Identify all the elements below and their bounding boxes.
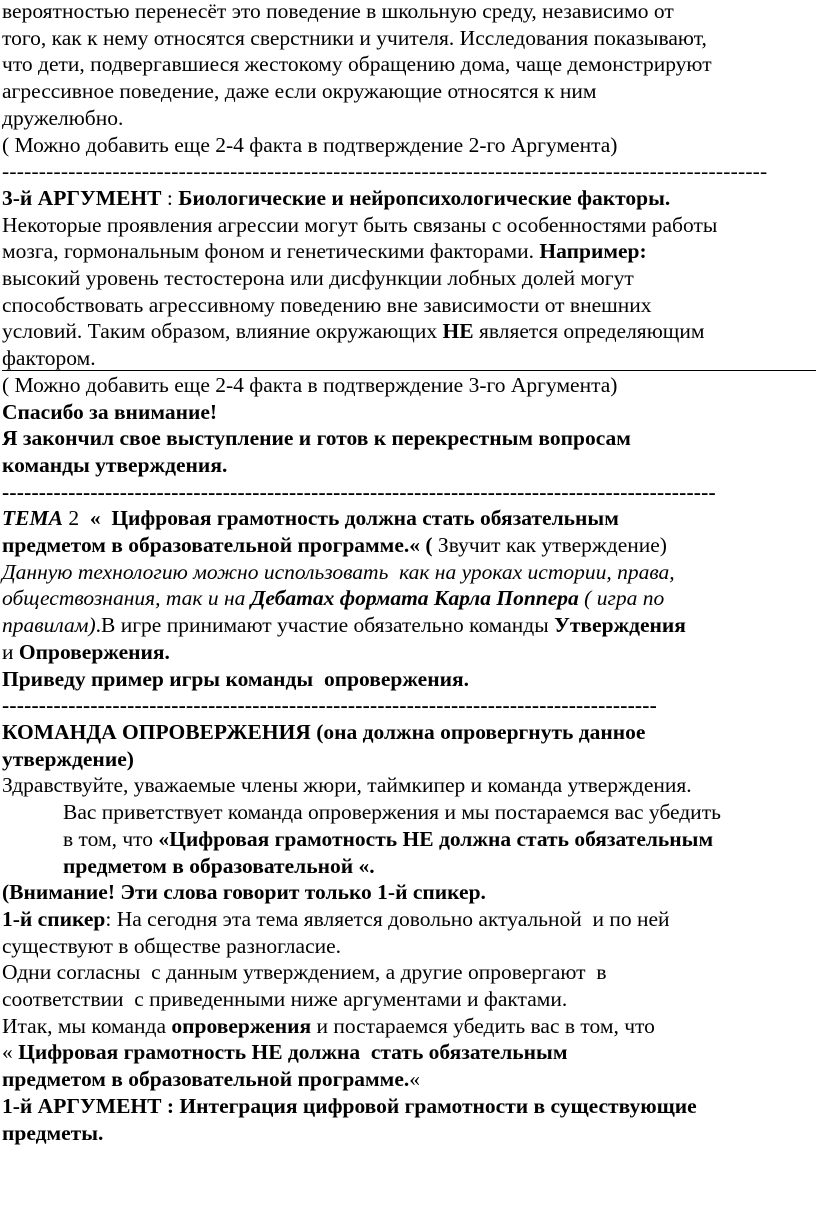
dashed-separator: -------------------------------------------------------------------------------------------------------- [2, 159, 768, 184]
paragraph-line: Данную технологию можно использовать как на уроках истории, права, [2, 559, 675, 584]
paragraph-line: дружелюбно. [2, 105, 124, 130]
thanks-line: Спасибо за внимание! [2, 399, 218, 424]
affirmation-label: Утверждения [554, 613, 686, 638]
paragraph-line: Некоторые проявления агрессии могут быть связаны с особенностями работы [2, 212, 718, 237]
quote-mark: « ( [409, 533, 438, 558]
text-span: « [2, 1040, 19, 1065]
finish-line: Я закончил свое выступление и готов к перекрестным вопросам [2, 426, 631, 451]
paragraph-line [2, 612, 816, 639]
paragraph-line [2, 1039, 816, 1066]
paragraph-line [2, 238, 816, 265]
statement-quote: предметом в образовательной программе. [2, 1067, 410, 1092]
quote-mark: « [409, 1067, 420, 1092]
speaker-label: 1-й спикер [2, 906, 106, 931]
text-span: условий. Таким образом, влияние окружающих [2, 319, 443, 344]
paragraph-line: вероятностью перенесёт это поведение в школьную среду, независимо от [2, 0, 674, 23]
paragraph-line [2, 1013, 816, 1040]
paragraph-line: Здравствуйте, уважаемые члены жюри, таймкипер и команда утверждения. [2, 773, 692, 798]
paragraph-line [2, 1066, 816, 1093]
paragraph-line [2, 906, 816, 933]
note-argument-2: ( Можно добавить еще 2-4 факта в подтверждение 2-го Аргумента) [2, 132, 618, 157]
colon-text: : [161, 185, 179, 210]
text-span: правилам) [2, 613, 96, 638]
argument-3-label: 3-й АРГУМЕНТ [2, 185, 162, 210]
text-span: обществознания, так и на [2, 586, 251, 611]
topic-label: ТЕМА [2, 506, 63, 531]
paragraph-line: способствовать агрессивному поведению вне зависимости от внешних [2, 292, 652, 317]
popper-debate-label: Дебатах формата Карла Поппера [250, 586, 579, 611]
text-span: Итак, мы команда [2, 1013, 172, 1038]
topic-heading [2, 532, 816, 559]
statement-quote: предметом в образовательной «. [63, 853, 375, 878]
refutation-word: опровержения [171, 1013, 312, 1038]
paragraph-line [2, 345, 816, 372]
text-span: фактором. [2, 346, 96, 371]
paragraph-line [2, 826, 816, 853]
paragraph-line: агрессивное поведение, даже если окружающие относятся к ним [2, 79, 597, 104]
text-span: и постараемся убедить вас в том, что [311, 1013, 655, 1038]
topic-number: 2 [62, 506, 85, 531]
text-span: в том, что [63, 826, 159, 851]
team-heading: КОМАНДА ОПРОВЕРЖЕНИЯ (она должна опровергнуть данное [2, 719, 646, 744]
statement-quote: «Цифровая грамотность НЕ должна стать обязательным [158, 826, 714, 851]
paragraph-line: Одни согласны с данным утверждением, а другие опровергают в [2, 960, 607, 985]
ne-emphasis: НЕ [442, 319, 474, 344]
topic-heading [2, 505, 816, 532]
argument-3-title: Биологические и нейропсихологические факторы. [178, 185, 671, 210]
refutation-label: Опровержения. [18, 639, 170, 664]
argument-1-heading: предметы. [2, 1120, 104, 1145]
argument-3-heading [2, 185, 816, 212]
text-span: мозга, гормональным фоном и генетическими факторами. [2, 239, 540, 264]
dashed-separator: ----------------------------------------------------------------------------------------- [2, 693, 658, 718]
team-heading: утверждение) [2, 746, 134, 771]
finish-line: команды утверждения. [2, 452, 228, 477]
attention-line: (Внимание! Эти слова говорит только 1-й спикер. [2, 880, 486, 905]
example-label: Например: [539, 239, 647, 264]
text-span: Звучит как утверждение) [437, 533, 667, 558]
example-line: Приведу пример игры команды опровержения. [2, 666, 470, 691]
paragraph-line [2, 639, 816, 666]
text-span: является определяющим [473, 319, 705, 344]
quote-mark: « [84, 506, 112, 531]
horizontal-rule [2, 370, 816, 371]
paragraph-line: соответствии с приведенными ниже аргументами и фактами. [2, 987, 568, 1012]
argument-1-heading: 1-й АРГУМЕНТ : Интеграция цифровой грамотности в существующие [2, 1093, 697, 1118]
paragraph-line: того, как к нему относятся сверстники и учителя. Исследования показывают, [2, 25, 707, 50]
paragraph-line: высокий уровень тестостерона или дисфункции лобных долей могут [2, 266, 634, 291]
paragraph-line: что дети, подвергавшиеся жестокому обращению дома, чаще демонстрируют [2, 52, 712, 77]
text-span: ( игра по [578, 586, 665, 611]
text-span: и [2, 639, 19, 664]
paragraph-line [2, 585, 816, 612]
dashed-separator: ------------------------------------------------------------------------------------------------- [2, 479, 716, 504]
paragraph-line: существуют в обществе разногласие. [2, 933, 342, 958]
paragraph-line: Вас приветствует команда опровержения и мы постараемся вас убедить [63, 800, 721, 825]
paragraph-line [2, 318, 816, 345]
topic-title: Цифровая грамотность должна стать обязательным [111, 506, 619, 531]
text-span: : На сегодня эта тема является довольно актуальной и по ней [105, 906, 670, 931]
statement-quote: Цифровая грамотность НЕ должна стать обязательным [18, 1040, 568, 1065]
topic-title: предметом в образовательной программе. [2, 533, 410, 558]
note-argument-3: ( Можно добавить еще 2-4 факта в подтверждение 3-го Аргумента) [2, 372, 618, 397]
text-span: .В игре принимают участие обязательно команды [95, 613, 555, 638]
